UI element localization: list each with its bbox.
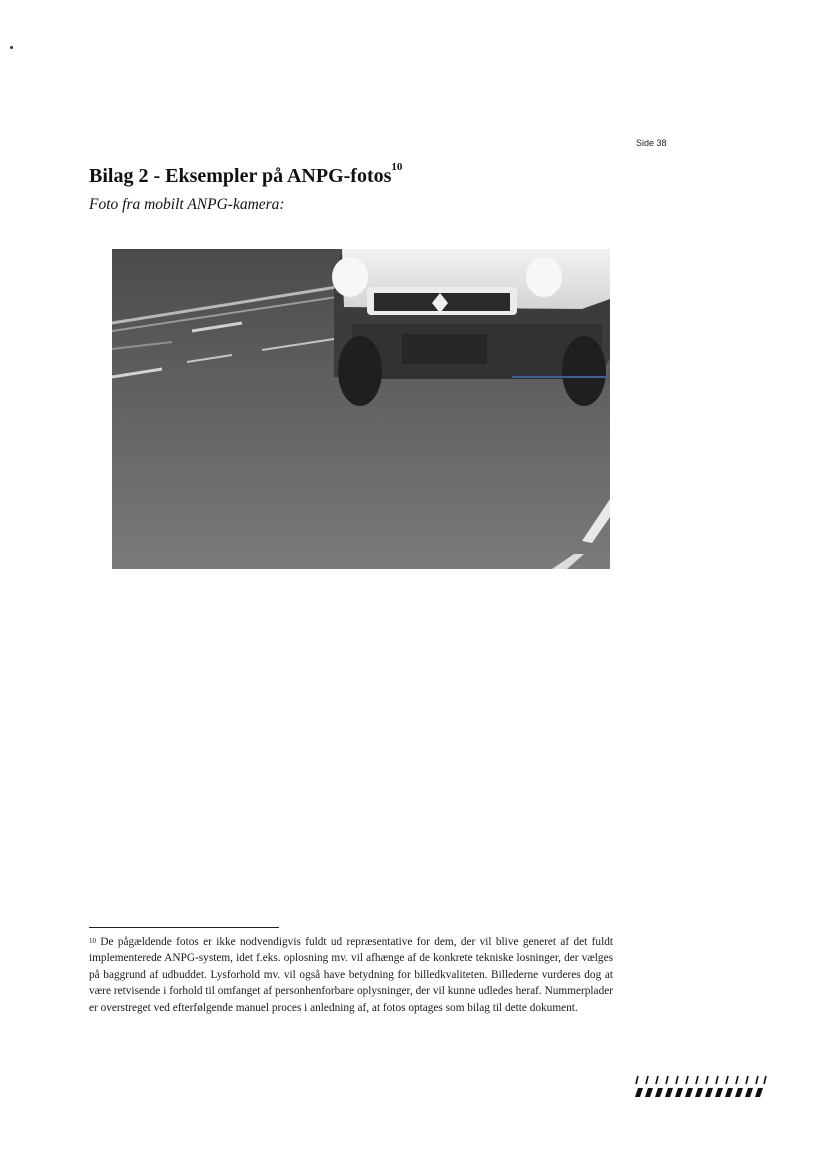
footnote-text: De pågældende fotos er ikke nodvendigvis fuldt ud repræsentative for dem, der vil blive generet af det fuldt implementerede ANPG-system, idet f.eks. oplosning mv. vil afhænge af de konkrete tekniske losninger, der vælges på baggrund af udbuddet. Lysforhold mv. vil også have betydning for billedkvaliteten. Billederne vurderes dog at være retvisende i forhold til omfanget af personhenforbare oplysninger, der vil kunne udledes heraf. Nummerplader er overstreget ved efterfølgende manuel proces i anledning af, at fotos optages som bilag til dette dokument.: [89, 936, 613, 1014]
van-photo-illustration: [112, 249, 610, 569]
anpg-photo: [112, 249, 610, 569]
photo-caption: Foto fra mobilt ANPG-kamera:: [89, 196, 285, 213]
footnote: [89, 934, 613, 1016]
footnote-marker: 10: [89, 937, 96, 945]
scan-barcode-stamp: [634, 1074, 768, 1098]
footnote-reference: 10: [391, 161, 403, 173]
footnote-separator: [89, 927, 279, 928]
scan-speck: [10, 46, 13, 49]
page-title: [89, 161, 403, 188]
title-text: Bilag 2 - Eksempler på ANPG-fotos: [89, 165, 392, 187]
page-number: Side 38: [636, 138, 667, 148]
